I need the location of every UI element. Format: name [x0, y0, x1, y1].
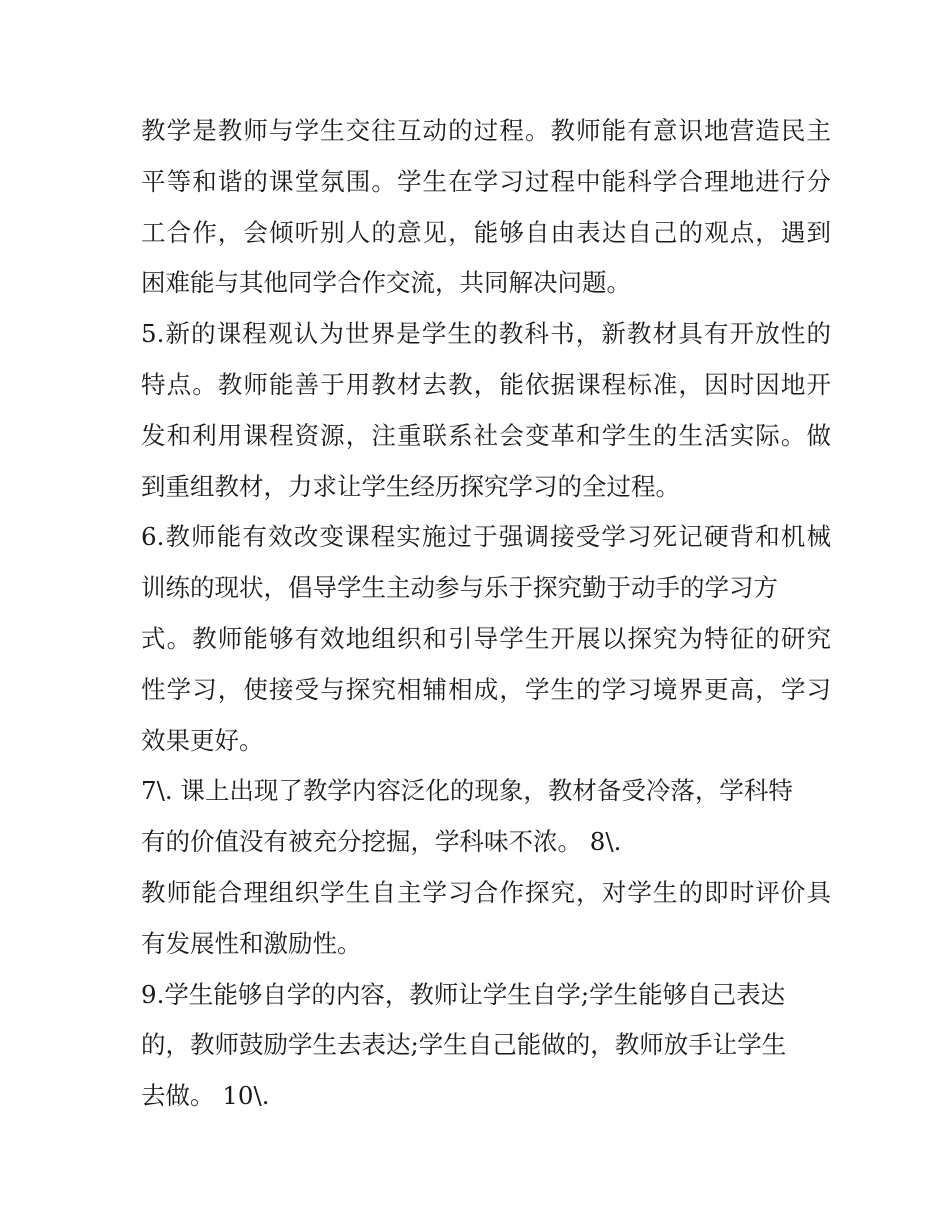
text-line: 平等和谐的课堂氛围。学生在学习过程中能科学合理地进行分 — [141, 166, 831, 196]
text-line: 去做。 10\. — [141, 1081, 270, 1111]
text-line: 有发展性和激励性。 — [141, 928, 362, 958]
text-line: 5.新的课程观认为世界是学生的教科书，新教材具有开放性的 — [141, 319, 831, 349]
text-line: 9.学生能够自学的内容，教师让学生自学;学生能够自己表达 — [141, 979, 786, 1009]
text-line: 困难能与其他同学合作交流，共同解决问题。 — [141, 268, 631, 298]
text-line: 教学是教师与学生交往互动的过程。教师能有意识地营造民主 — [141, 116, 831, 145]
text-line: 式。教师能够有效地组织和引导学生开展以探究为特征的研究 — [141, 623, 831, 653]
text-line: 教师能合理组织学生自主学习合作探究，对学生的即时评价具 — [141, 877, 831, 907]
text-line: 性学习，使接受与探究相辅相成，学生的学习境界更高，学习 — [141, 674, 831, 704]
text-line: 效果更好。 — [141, 725, 264, 755]
body-text — [141, 106, 831, 1122]
text-line: 训练的现状，倡导学生主动参与乐于探究勤于动手的学习方 — [141, 573, 778, 603]
text-line: 到重组教材，力求让学生经历探究学习的全过程。 — [141, 471, 680, 501]
text-line: 工合作，会倾听别人的意见，能够自由表达自己的观点，遇到 — [141, 217, 831, 247]
text-line: 发和利用课程资源，注重联系社会变革和学生的生活实际。做 — [141, 420, 831, 450]
text-line: 的，教师鼓励学生去表达;学生自己能做的，教师放手让学生 — [141, 1030, 787, 1060]
text-line: 7\. 课上出现了教学内容泛化的现象，教材备受冷落，学科特 — [141, 776, 793, 806]
text-line: 6.教师能有效改变课程实施过于强调接受学习死记硬背和机械 — [141, 522, 831, 552]
text-line: 有的价值没有被充分挖掘，学科味不浓。 8\. — [141, 827, 622, 857]
text-line: 特点。教师能善于用教材去教，能依据课程标准，因时因地开 — [141, 369, 831, 399]
